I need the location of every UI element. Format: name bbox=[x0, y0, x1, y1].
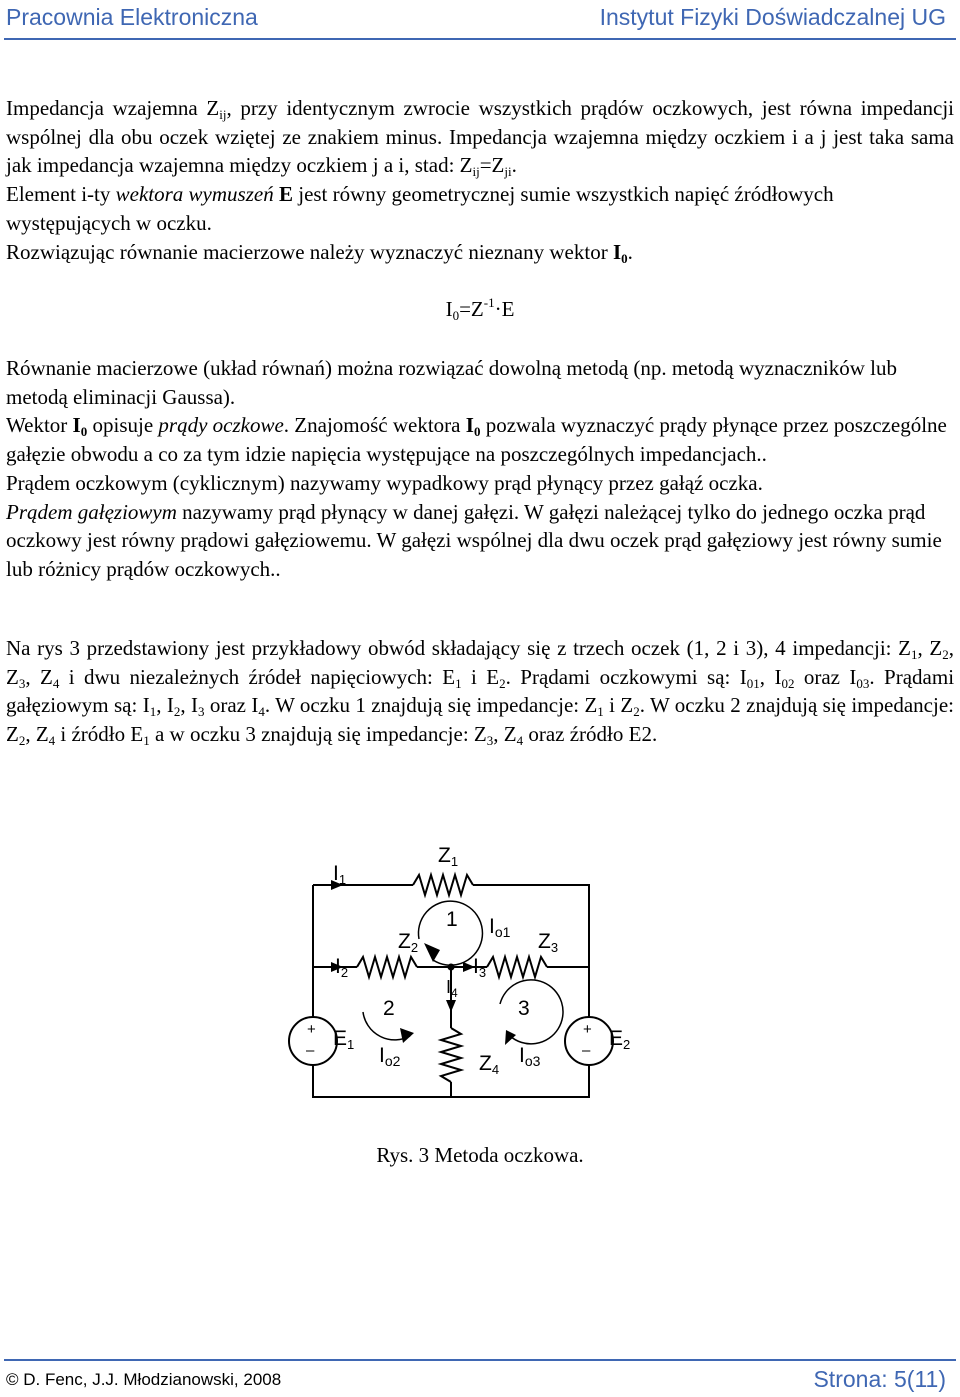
mesh2-arrowhead bbox=[400, 1028, 414, 1043]
e1-plus-sign: + bbox=[307, 1021, 316, 1038]
footer-page-number: Strona: 5(11) bbox=[813, 1366, 946, 1392]
arrow-i4 bbox=[446, 1000, 456, 1012]
footer-divider bbox=[4, 1359, 956, 1361]
label-i3: I3 bbox=[473, 955, 487, 980]
paragraph-example-circuit: Na rys 3 przedstawiony jest przykładowy obwód składający się z trzech oczek (1, 2 i 3), 4 impedancji: $Z_1$, $Z_2$, $Z_3$, $Z_4$ i dwu niezależnych źródeł napięciowych: $E_1$ i $E_2$. Prądami oczkowymi są: $I_{01}$, $I_{02}$ oraz $I_{03}$. Prądami gałęziowym są: $I_1$, $I_2$, $I_3$ oraz $I_4$. W oczku 1 znajdują się impedancje: $Z_1$ i $Z_2$. W oczku 2 znajdują się impedancje: $Z_2$, $Z_4$ i źródło $E_1$ a w oczku 3 znajdują się impedancje: $Z_3$, $Z_4$ oraz źródło E2. bbox=[6, 636, 955, 749]
paragraph-mesh-current-definition: Prądem oczkowym (cyklicznym) nazywamy wypadkowy prąd płynący przez gałąź oczka. bbox=[6, 470, 763, 495]
figure-caption: Rys. 3 Metoda oczkowa. bbox=[376, 1143, 584, 1167]
mesh3-arrowhead bbox=[505, 1030, 516, 1045]
node-center bbox=[448, 964, 455, 971]
paragraph-mesh-vector: Wektor $I_0$ opisuje prądy oczkowe. Znajomość wektora $I_0$ pozwala wyznaczyć prądy płynące przez poszczególne gałęzie obwodu a co za tym idzie napięcia występujące na poszczególnych impedancjach.. bbox=[6, 413, 947, 467]
label-z1: Z1 bbox=[438, 844, 459, 869]
e2-plus-sign: + bbox=[583, 1021, 592, 1038]
footer-copyright: © D. Fenc, J.J. Młodzianowski, 2008 bbox=[6, 1370, 282, 1389]
paragraph-solve-vector: Rozwiązując równanie macierzowe należy wyznaczyć nieznany wektor $I_0$. bbox=[6, 239, 633, 266]
impedance-z2-symbol bbox=[357, 957, 417, 977]
paragraph-force-vector: Element i-ty wektora wymuszeń E jest równy geometrycznej sumie wszystkich napięć źródłowych występujących w oczku. bbox=[6, 182, 834, 235]
label-io1: Io1 bbox=[489, 915, 511, 940]
impedance-z1-symbol bbox=[413, 875, 473, 895]
paragraph-matrix-methods: Równanie macierzowe (układ równań) można rozwiązać dowolną metodą (np. metodą wyznaczników lub metodą eliminacji Gaussa). bbox=[6, 356, 897, 409]
label-i4: $I_4$ bbox=[446, 977, 458, 1000]
impedance-z4-symbol bbox=[441, 1028, 461, 1082]
impedance-z3-symbol bbox=[487, 957, 547, 977]
paragraph-mutual-impedance: Impedancja wzajemna $Z_{ij}$, przy identycznym zwrocie wszystkich prądów oczkowych, jest równa impedancji wspólnej dla obu oczek wziętej ze znakiem minus. Impedancja wzajemna między oczkiem i a j jest taka sama jak impedancja wzajemna między oczkiem j a i, stad: $Z_{ij}=Z_{ji}$. bbox=[6, 96, 955, 180]
label-z2: Z2 bbox=[398, 930, 419, 955]
mesh1-arrowhead bbox=[424, 943, 440, 962]
paragraph-branch-current-definition: Prądem gałęziowym nazywamy prąd płynący w danej gałęzi. W gałęzi należącej tylko do jednego oczka prąd oczkowy jest równy prądowi gałęziowemu. W gałęzi wspólnej dla dwu oczek prąd gałęziowy jest równy sumie lub różnicy prądów oczkowych.. bbox=[6, 499, 942, 581]
label-mesh1: 1 bbox=[446, 908, 458, 931]
e1-minus-sign: – bbox=[306, 1042, 315, 1059]
wire-top-right bbox=[473, 885, 589, 1017]
label-mesh3: 3 bbox=[518, 997, 530, 1020]
label-i2: I2 bbox=[335, 955, 349, 980]
header-right-title: Instytut Fizyki Doświadczalnej UG bbox=[599, 4, 946, 30]
equation: $I_0=Z^{-1}\cdot E$ bbox=[445, 295, 515, 323]
label-z3: Z3 bbox=[538, 930, 559, 955]
label-io3: Io3 bbox=[519, 1044, 541, 1069]
header-left-title: Pracownia Elektroniczna bbox=[6, 4, 258, 30]
label-i1: I1 bbox=[333, 862, 347, 887]
label-z4: Z4 bbox=[479, 1052, 500, 1077]
label-e1: E1 bbox=[333, 1027, 355, 1052]
label-mesh2: 2 bbox=[383, 997, 395, 1020]
label-io2: Io2 bbox=[379, 1044, 401, 1069]
label-e2: E2 bbox=[609, 1027, 631, 1052]
e2-minus-sign: – bbox=[582, 1042, 591, 1059]
